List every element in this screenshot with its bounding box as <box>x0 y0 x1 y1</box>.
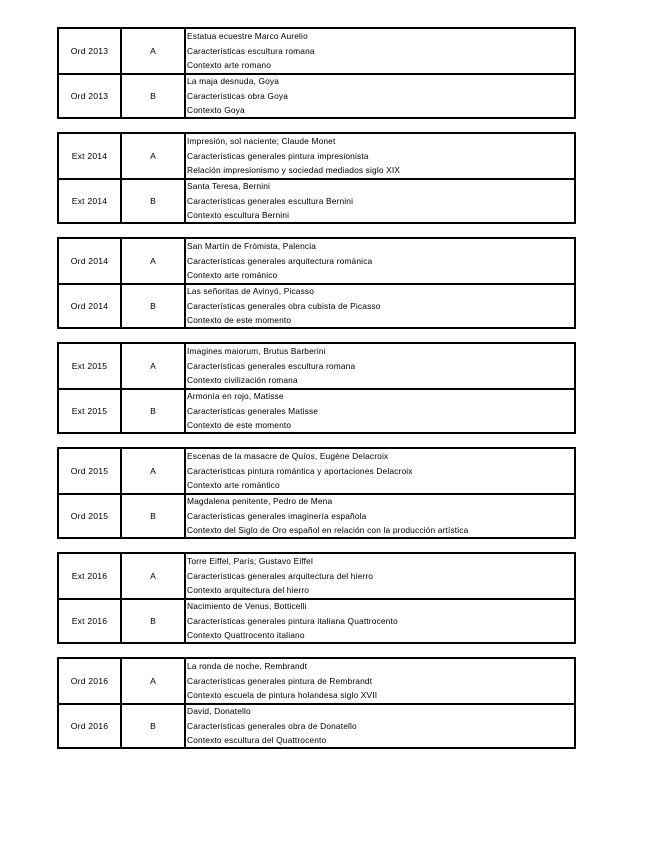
exam-session-cell: Ext 2015 <box>59 390 122 432</box>
table-row <box>59 73 574 117</box>
topics-cell <box>186 390 574 432</box>
topic-line: Contexto arquitectura del hierro <box>187 585 310 596</box>
exam-session-cell: Ord 2013 <box>59 29 122 73</box>
topic-line: Contexto del Siglo de Oro español en relación con la producción artística <box>187 525 469 536</box>
exam-option-cell: A <box>122 449 186 493</box>
topics-cell <box>186 705 574 747</box>
exam-option-cell: B <box>122 75 186 117</box>
topic-line: Contexto de este momento <box>187 420 292 431</box>
topic-line: Características generales escultura romana <box>187 360 356 371</box>
table-row <box>59 178 574 222</box>
exam-session-cell: Ext 2016 <box>59 600 122 642</box>
topic-line: Nacimiento de Venus, Botticelli <box>187 601 307 612</box>
topics-cell <box>186 134 574 178</box>
topic-line: Características generales arquitectura románica <box>187 255 373 266</box>
exam-block <box>57 342 576 434</box>
table-row <box>59 29 574 73</box>
exam-block <box>57 447 576 539</box>
topic-line: David, Donatello <box>187 706 251 717</box>
topic-line: Contexto Quattrocento italiano <box>187 630 305 641</box>
topic-line: Relación impresionismo y sociedad mediados siglo XIX <box>187 165 401 176</box>
exam-option-cell: B <box>122 390 186 432</box>
table-row <box>59 388 574 432</box>
exam-block <box>57 132 576 224</box>
exam-session-cell: Ord 2016 <box>59 705 122 747</box>
topic-line: Magdalena penitente, Pedro de Mena <box>187 496 333 507</box>
topic-line: Contexto arte romano <box>187 60 272 71</box>
topic-line: La ronda de noche, Rembrandt <box>187 661 308 672</box>
table-row <box>59 283 574 327</box>
topic-line: Características pintura romántica y aportaciones Delacroix <box>187 465 413 476</box>
topic-line: Características escultura romana <box>187 45 315 56</box>
topic-line: Características obra Goya <box>187 90 289 101</box>
topic-line: Impresión, sol naciente; Claude Monet <box>187 136 336 147</box>
exam-option-cell: B <box>122 705 186 747</box>
topics-cell <box>186 239 574 283</box>
topic-line: Características generales Matisse <box>187 405 319 416</box>
topics-cell <box>186 449 574 493</box>
topic-line: Imagines maiorum, Brutus Barberini <box>187 346 326 357</box>
exam-option-cell: B <box>122 180 186 222</box>
exam-option-cell: B <box>122 285 186 327</box>
topics-cell <box>186 180 574 222</box>
topic-line: Contexto civilización romana <box>187 375 298 386</box>
topic-line: Características generales imaginería española <box>187 510 367 521</box>
exam-option-cell: B <box>122 495 186 537</box>
topic-line: Contexto arte románico <box>187 270 278 281</box>
topics-cell <box>186 554 574 598</box>
exam-option-cell: A <box>122 344 186 388</box>
table-row <box>59 598 574 642</box>
table-row <box>59 659 574 703</box>
exam-session-cell: Ext 2014 <box>59 134 122 178</box>
topics-cell <box>186 285 574 327</box>
exam-block <box>57 657 576 749</box>
exam-session-cell: Ext 2016 <box>59 554 122 598</box>
topic-line: La maja desnuda, Goya <box>187 76 280 87</box>
topics-cell <box>186 600 574 642</box>
topic-line: Armonía en rojo, Matisse <box>187 391 284 402</box>
table-row <box>59 703 574 747</box>
topic-line: Características generales escultura Bernini <box>187 195 354 206</box>
topic-line: Santa Teresa, Bernini <box>187 181 271 192</box>
exam-option-cell: B <box>122 600 186 642</box>
table-row <box>59 554 574 598</box>
topic-line: Características generales pintura italiana Quattrocento <box>187 615 398 626</box>
exam-block <box>57 27 576 119</box>
topic-line: Contexto arte romántico <box>187 480 280 491</box>
table-row <box>59 239 574 283</box>
exam-option-cell: A <box>122 554 186 598</box>
exam-session-cell: Ext 2015 <box>59 344 122 388</box>
topic-line: Contexto escuela de pintura holandesa siglo XVII <box>187 690 378 701</box>
topic-line: Escenas de la masacre de Quíos, Eugène Delacroix <box>187 451 389 462</box>
topic-line: Contexto de este momento <box>187 315 292 326</box>
topic-line: Torre Eiffel, París; Gustavo Eiffel <box>187 556 313 567</box>
exam-session-cell: Ord 2013 <box>59 75 122 117</box>
exam-block <box>57 237 576 329</box>
topic-line: Características generales obra de Donatello <box>187 720 357 731</box>
exam-option-cell: A <box>122 239 186 283</box>
topic-line: Estatua ecuestre Marco Aurelio <box>187 31 308 42</box>
exam-session-cell: Ext 2014 <box>59 180 122 222</box>
topic-line: Características generales arquitectura del hierro <box>187 570 374 581</box>
topics-cell <box>186 659 574 703</box>
exam-session-cell: Ord 2015 <box>59 495 122 537</box>
topic-line: Características generales pintura de Rembrandt <box>187 675 373 686</box>
exam-session-cell: Ord 2016 <box>59 659 122 703</box>
table-row <box>59 493 574 537</box>
topic-line: Características generales pintura impresionista <box>187 150 369 161</box>
exam-option-cell: A <box>122 659 186 703</box>
topic-line: Contexto escultura del Quattrocento <box>187 735 327 746</box>
topic-line: San Martín de Frómista, Palencia <box>187 241 317 252</box>
topic-line: Contexto escultura Bernini <box>187 210 290 221</box>
topics-cell <box>186 344 574 388</box>
exam-option-cell: A <box>122 134 186 178</box>
topic-line: Características generales obra cubista de Picasso <box>187 300 381 311</box>
topics-cell <box>186 495 574 537</box>
topic-line: Contexto Goya <box>187 105 245 116</box>
exam-session-cell: Ord 2014 <box>59 285 122 327</box>
exam-option-cell: A <box>122 29 186 73</box>
table-row <box>59 449 574 493</box>
exam-block <box>57 552 576 644</box>
exam-session-cell: Ord 2015 <box>59 449 122 493</box>
exam-topics-table <box>57 27 576 762</box>
exam-session-cell: Ord 2014 <box>59 239 122 283</box>
topic-line: Las señoritas de Avinyó, Picasso <box>187 286 315 297</box>
topics-cell <box>186 29 574 73</box>
table-row <box>59 344 574 388</box>
topics-cell <box>186 75 574 117</box>
table-row <box>59 134 574 178</box>
